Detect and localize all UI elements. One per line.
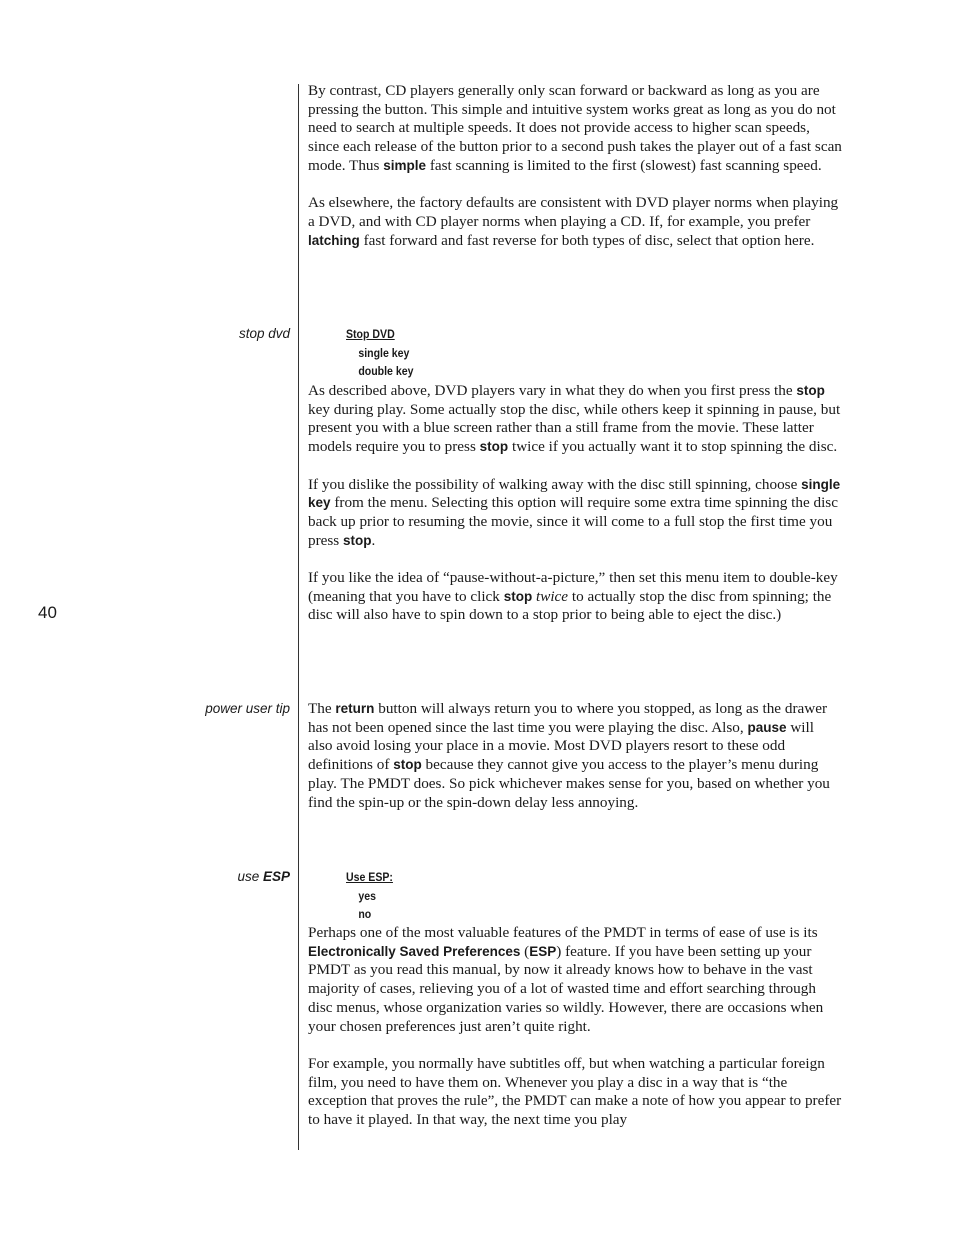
- menu-title: Stop DVD: [346, 327, 395, 341]
- side-label-power-user-tip: power user tip: [205, 701, 290, 716]
- esp-section: [308, 924, 842, 1130]
- paragraph: By contrast, CD players generally only scan forward or backward as long as you are pressing the button. This simple and intuitive system works great as long as you do not need to search at multiple speeds. It does not provide access to higher scan speeds, since each release of the button prior to a second push takes the player out of a fast scan mode. Thus simple fast scanning is limited to the first (slowest) fast scanning speed.: [308, 82, 842, 174]
- esp-menu: [346, 868, 393, 924]
- menu-option: single key: [358, 345, 410, 360]
- page-number: 40: [38, 603, 57, 622]
- paragraph: As described above, DVD players vary in what they do when you first press the stop key during play. Some actually stop the disc, while others keep it spinning in pause, but present you with a blue screen rather than a still frame from the movie. These latter models require you to press stop twice if you actually want it to stop spinning the disc.: [308, 382, 841, 456]
- stop-dvd-menu: [346, 325, 413, 381]
- paragraph: For example, you normally have subtitles off, but when watching a particular foreign film, you need to have them on. Whenever you play a disc in a way that is “the exception that proves the rule”, the PMDT can make a note of how you appear to prefer to have it played. In that way, the next time you play: [308, 1054, 842, 1129]
- tip-section: [308, 700, 842, 812]
- paragraph: The return button will always return you to where you stopped, as long as the drawer has not been opened since the last time you were playing the disc. Also, pause will also avoid losing your place in a movie. Most DVD players resort to these odd definitions of stop because they cannot give you access to the player’s menu during play. The PMDT does. So pick whichever makes sense for you, based on whether you find the spin-up or the spin-down delay less annoying.: [308, 700, 830, 811]
- paragraph: If you like the idea of “pause-without-a-picture,” then set this menu item to double-key (meaning that you have to click stop twice to actually stop the disc from spinning; the disc will also have to spin down to a stop prior to being able to eject the disc.): [308, 569, 838, 624]
- paragraph: If you dislike the possibility of walking away with the disc still spinning, choose single key from the menu. Selecting this option will require some extra time spinning the disc back up prior to resuming the movie, since it will come to a full stop the first time you press stop.: [308, 475, 841, 549]
- side-label-stop-dvd: stop dvd: [238, 326, 290, 341]
- menu-option: yes: [358, 888, 376, 903]
- margin-rule: [298, 84, 299, 1150]
- paragraph: As elsewhere, the factory defaults are consistent with DVD player norms when playing a DVD, and with CD player norms when playing a CD. If, for example, you prefer latching fast forward and fast reverse for both types of disc, select that option here.: [308, 194, 839, 249]
- intro-section: [308, 82, 842, 250]
- menu-title: Use ESP:: [346, 870, 393, 884]
- side-label-use-esp: use ESP: [237, 869, 290, 884]
- menu-option: double key: [358, 364, 414, 379]
- stop-dvd-section: [308, 382, 842, 625]
- menu-option: no: [358, 907, 372, 922]
- paragraph: Perhaps one of the most valuable features of the PMDT in terms of ease of use is its Electronically Saved Preferences (ESP) feature. If you have been setting up your PMDT as you read this manual, by now it already knows how to behave in the vast majority of cases, relieving you of a lot of wasted time and effort searching through disc menus, whose organization varies so wildly. However, there are occasions when your chosen preferences just aren’t quite right.: [308, 924, 824, 1035]
